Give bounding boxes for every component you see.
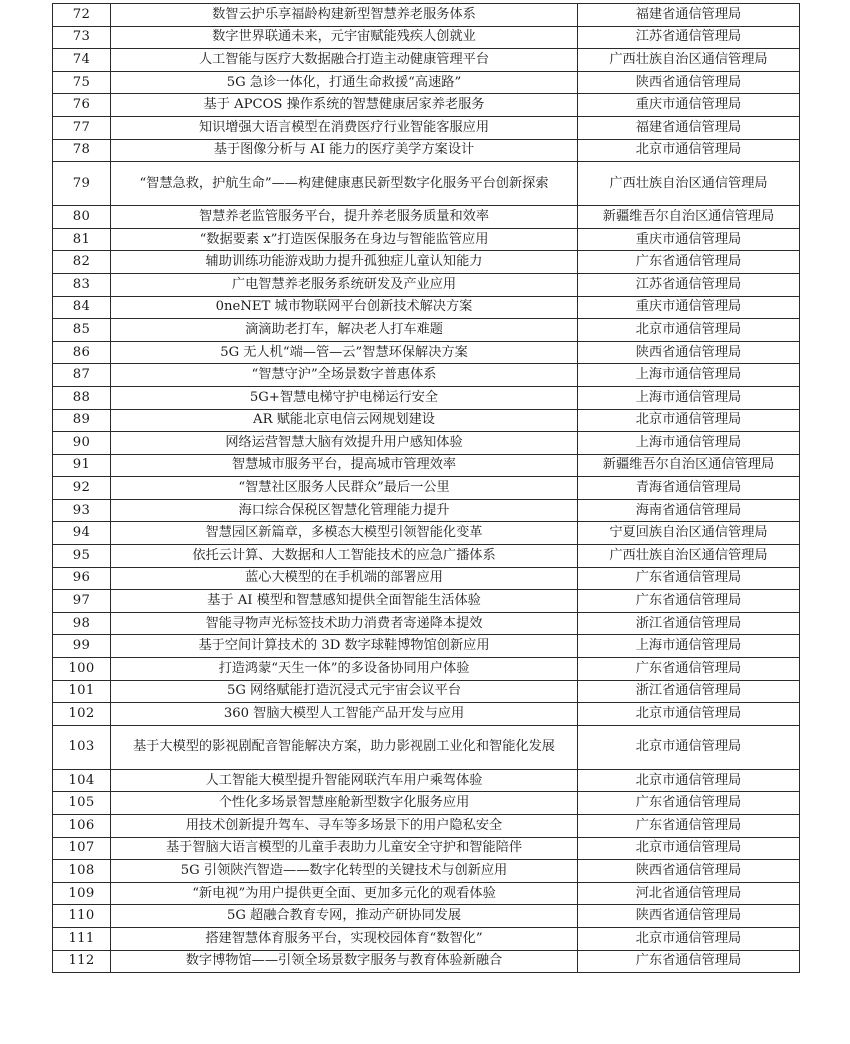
table-row bbox=[53, 251, 800, 274]
recommending-unit: 广西壮族自治区通信管理局 bbox=[578, 162, 800, 206]
project-name: AR 赋能北京电信云网规划建设 bbox=[111, 409, 578, 432]
recommending-unit: 福建省通信管理局 bbox=[578, 116, 800, 139]
recommending-unit: 广东省通信管理局 bbox=[578, 567, 800, 590]
row-number: 92 bbox=[53, 477, 111, 500]
recommending-unit: 重庆市通信管理局 bbox=[578, 94, 800, 117]
row-number: 95 bbox=[53, 545, 111, 568]
recommending-unit: 广西壮族自治区通信管理局 bbox=[578, 545, 800, 568]
table-row bbox=[53, 882, 800, 905]
table-row bbox=[53, 139, 800, 162]
table-row bbox=[53, 769, 800, 792]
row-number: 105 bbox=[53, 792, 111, 815]
recommending-unit: 海南省通信管理局 bbox=[578, 499, 800, 522]
row-number: 103 bbox=[53, 725, 111, 769]
row-number: 72 bbox=[53, 4, 111, 27]
row-number: 73 bbox=[53, 26, 111, 49]
table-row bbox=[53, 116, 800, 139]
table-row bbox=[53, 26, 800, 49]
table-row bbox=[53, 228, 800, 251]
table-row bbox=[53, 567, 800, 590]
project-name: 数字博物馆——引领全场景数字服务与教育体验新融合 bbox=[111, 950, 578, 973]
row-number: 87 bbox=[53, 364, 111, 387]
project-name: “新电视”为用户提供更全面、更加多元化的观看体验 bbox=[111, 882, 578, 905]
recommending-unit: 北京市通信管理局 bbox=[578, 409, 800, 432]
recommending-unit: 宁夏回族自治区通信管理局 bbox=[578, 522, 800, 545]
table-row bbox=[53, 296, 800, 319]
table-row bbox=[53, 477, 800, 500]
recommending-unit: 新疆维吾尔自治区通信管理局 bbox=[578, 206, 800, 229]
row-number: 91 bbox=[53, 454, 111, 477]
row-number: 94 bbox=[53, 522, 111, 545]
table-row bbox=[53, 927, 800, 950]
table-row bbox=[53, 703, 800, 726]
row-number: 78 bbox=[53, 139, 111, 162]
table-row bbox=[53, 4, 800, 27]
recommending-unit: 广东省通信管理局 bbox=[578, 590, 800, 613]
row-number: 111 bbox=[53, 927, 111, 950]
row-number: 97 bbox=[53, 590, 111, 613]
table-row bbox=[53, 499, 800, 522]
table-row bbox=[53, 341, 800, 364]
row-number: 108 bbox=[53, 860, 111, 883]
table-row bbox=[53, 522, 800, 545]
table-row bbox=[53, 454, 800, 477]
row-number: 80 bbox=[53, 206, 111, 229]
row-number: 104 bbox=[53, 769, 111, 792]
project-name: 5G 超融合教育专网，推动产研协同发展 bbox=[111, 905, 578, 928]
table-row bbox=[53, 837, 800, 860]
recommending-unit: 江苏省通信管理局 bbox=[578, 26, 800, 49]
recommending-unit: 浙江省通信管理局 bbox=[578, 680, 800, 703]
project-list-table bbox=[52, 3, 800, 973]
project-name: 用技术创新提升驾车、寻车等多场景下的用户隐私安全 bbox=[111, 815, 578, 838]
project-name: 海口综合保税区智慧化管理能力提升 bbox=[111, 499, 578, 522]
row-number: 79 bbox=[53, 162, 111, 206]
project-name: 滴滴助老打车，解决老人打车难题 bbox=[111, 319, 578, 342]
project-name: 360 智脑大模型人工智能产品开发与应用 bbox=[111, 703, 578, 726]
table-row bbox=[53, 386, 800, 409]
table-row bbox=[53, 71, 800, 94]
row-number: 106 bbox=[53, 815, 111, 838]
row-number: 93 bbox=[53, 499, 111, 522]
project-name: 5G+智慧电梯守护电梯运行安全 bbox=[111, 386, 578, 409]
row-number: 76 bbox=[53, 94, 111, 117]
recommending-unit: 广西壮族自治区通信管理局 bbox=[578, 49, 800, 72]
row-number: 86 bbox=[53, 341, 111, 364]
project-name: 5G 引领陕汽智造——数字化转型的关键技术与创新应用 bbox=[111, 860, 578, 883]
project-name: 搭建智慧体育服务平台，实现校园体育“数智化” bbox=[111, 927, 578, 950]
project-name: 知识增强大语言模型在消费医疗行业智能客服应用 bbox=[111, 116, 578, 139]
recommending-unit: 陕西省通信管理局 bbox=[578, 905, 800, 928]
recommending-unit: 上海市通信管理局 bbox=[578, 635, 800, 658]
project-name: 网络运营智慧大脑有效提升用户感知体验 bbox=[111, 432, 578, 455]
project-name: 智慧养老监管服务平台，提升养老服务质量和效率 bbox=[111, 206, 578, 229]
row-number: 100 bbox=[53, 658, 111, 681]
table-row bbox=[53, 409, 800, 432]
table-row bbox=[53, 612, 800, 635]
project-name: “智慧守沪”全场景数字普惠体系 bbox=[111, 364, 578, 387]
project-name: 个性化多场景智慧座舱新型数字化服务应用 bbox=[111, 792, 578, 815]
recommending-unit: 北京市通信管理局 bbox=[578, 703, 800, 726]
project-name: “数据要素 x”打造医保服务在身边与智能监管应用 bbox=[111, 228, 578, 251]
recommending-unit: 江苏省通信管理局 bbox=[578, 273, 800, 296]
recommending-unit: 广东省通信管理局 bbox=[578, 815, 800, 838]
row-number: 75 bbox=[53, 71, 111, 94]
row-number: 90 bbox=[53, 432, 111, 455]
project-name: 依托云计算、大数据和人工智能技术的应急广播体系 bbox=[111, 545, 578, 568]
project-name: 基于 AI 模型和智慧感知提供全面智能生活体验 bbox=[111, 590, 578, 613]
row-number: 96 bbox=[53, 567, 111, 590]
project-name: 智慧园区新篇章，多模态大模型引领智能化变革 bbox=[111, 522, 578, 545]
project-name: “智慧社区服务人民群众”最后一公里 bbox=[111, 477, 578, 500]
row-number: 83 bbox=[53, 273, 111, 296]
project-name: 数智云护乐享福龄构建新型智慧养老服务体系 bbox=[111, 4, 578, 27]
project-name: 5G 急诊一体化，打通生命救援“高速路” bbox=[111, 71, 578, 94]
recommending-unit: 广东省通信管理局 bbox=[578, 950, 800, 973]
recommending-unit: 重庆市通信管理局 bbox=[578, 296, 800, 319]
recommending-unit: 陕西省通信管理局 bbox=[578, 71, 800, 94]
recommending-unit: 陕西省通信管理局 bbox=[578, 341, 800, 364]
row-number: 110 bbox=[53, 905, 111, 928]
table-row bbox=[53, 635, 800, 658]
recommending-unit: 北京市通信管理局 bbox=[578, 837, 800, 860]
recommending-unit: 福建省通信管理局 bbox=[578, 4, 800, 27]
project-name: 广电智慧养老服务系统研发及产业应用 bbox=[111, 273, 578, 296]
row-number: 77 bbox=[53, 116, 111, 139]
row-number: 112 bbox=[53, 950, 111, 973]
row-number: 74 bbox=[53, 49, 111, 72]
project-name: 人工智能与医疗大数据融合打造主动健康管理平台 bbox=[111, 49, 578, 72]
recommending-unit: 陕西省通信管理局 bbox=[578, 860, 800, 883]
project-name: 蓝心大模型的在手机端的部署应用 bbox=[111, 567, 578, 590]
project-name: 5G 网络赋能打造沉浸式元宇宙会议平台 bbox=[111, 680, 578, 703]
row-number: 101 bbox=[53, 680, 111, 703]
recommending-unit: 广东省通信管理局 bbox=[578, 658, 800, 681]
recommending-unit: 上海市通信管理局 bbox=[578, 386, 800, 409]
recommending-unit: 河北省通信管理局 bbox=[578, 882, 800, 905]
row-number: 88 bbox=[53, 386, 111, 409]
table-row bbox=[53, 905, 800, 928]
table-row bbox=[53, 815, 800, 838]
recommending-unit: 北京市通信管理局 bbox=[578, 725, 800, 769]
table-row bbox=[53, 792, 800, 815]
table-row bbox=[53, 432, 800, 455]
recommending-unit: 重庆市通信管理局 bbox=[578, 228, 800, 251]
recommending-unit: 广东省通信管理局 bbox=[578, 251, 800, 274]
recommending-unit: 广东省通信管理局 bbox=[578, 792, 800, 815]
recommending-unit: 浙江省通信管理局 bbox=[578, 612, 800, 635]
project-name: 人工智能大模型提升智能网联汽车用户乘驾体验 bbox=[111, 769, 578, 792]
table-row bbox=[53, 94, 800, 117]
project-name: 5G 无人机“端—管—云”智慧环保解决方案 bbox=[111, 341, 578, 364]
project-name: 基于大模型的影视剧配音智能解决方案，助力影视剧工业化和智能化发展 bbox=[111, 725, 578, 769]
table-row bbox=[53, 590, 800, 613]
recommending-unit: 上海市通信管理局 bbox=[578, 432, 800, 455]
project-name: 0neNET 城市物联网平台创新技术解决方案 bbox=[111, 296, 578, 319]
project-name: 数字世界联通未来，元宇宙赋能残疾人创就业 bbox=[111, 26, 578, 49]
row-number: 85 bbox=[53, 319, 111, 342]
table-row bbox=[53, 49, 800, 72]
table-row bbox=[53, 206, 800, 229]
table-row bbox=[53, 273, 800, 296]
recommending-unit: 上海市通信管理局 bbox=[578, 364, 800, 387]
table-row bbox=[53, 725, 800, 769]
project-name: 智慧城市服务平台，提高城市管理效率 bbox=[111, 454, 578, 477]
table-row bbox=[53, 545, 800, 568]
project-name: 基于图像分析与 AI 能力的医疗美学方案设计 bbox=[111, 139, 578, 162]
table-row bbox=[53, 658, 800, 681]
project-name: 基于 APCOS 操作系统的智慧健康居家养老服务 bbox=[111, 94, 578, 117]
project-name: 打造鸿蒙“天生一体”的多设备协同用户体验 bbox=[111, 658, 578, 681]
table-row bbox=[53, 162, 800, 206]
recommending-unit: 新疆维吾尔自治区通信管理局 bbox=[578, 454, 800, 477]
row-number: 84 bbox=[53, 296, 111, 319]
project-name: 辅助训练功能游戏助力提升孤独症儿童认知能力 bbox=[111, 251, 578, 274]
row-number: 98 bbox=[53, 612, 111, 635]
recommending-unit: 北京市通信管理局 bbox=[578, 769, 800, 792]
table-body bbox=[53, 4, 800, 973]
table-row bbox=[53, 319, 800, 342]
recommending-unit: 北京市通信管理局 bbox=[578, 927, 800, 950]
table-row bbox=[53, 950, 800, 973]
row-number: 102 bbox=[53, 703, 111, 726]
row-number: 89 bbox=[53, 409, 111, 432]
table-row bbox=[53, 364, 800, 387]
row-number: 82 bbox=[53, 251, 111, 274]
row-number: 107 bbox=[53, 837, 111, 860]
recommending-unit: 北京市通信管理局 bbox=[578, 319, 800, 342]
recommending-unit: 北京市通信管理局 bbox=[578, 139, 800, 162]
row-number: 109 bbox=[53, 882, 111, 905]
project-name: 智能寻物声光标签技术助力消费者寄递降本提效 bbox=[111, 612, 578, 635]
project-name: “智慧急救，护航生命”——构建健康惠民新型数字化服务平台创新探索 bbox=[111, 162, 578, 206]
recommending-unit: 青海省通信管理局 bbox=[578, 477, 800, 500]
table-row bbox=[53, 680, 800, 703]
row-number: 81 bbox=[53, 228, 111, 251]
project-name: 基于空间计算技术的 3D 数字球鞋博物馆创新应用 bbox=[111, 635, 578, 658]
row-number: 99 bbox=[53, 635, 111, 658]
table-row bbox=[53, 860, 800, 883]
project-name: 基于智脑大语言模型的儿童手表助力儿童安全守护和智能陪伴 bbox=[111, 837, 578, 860]
